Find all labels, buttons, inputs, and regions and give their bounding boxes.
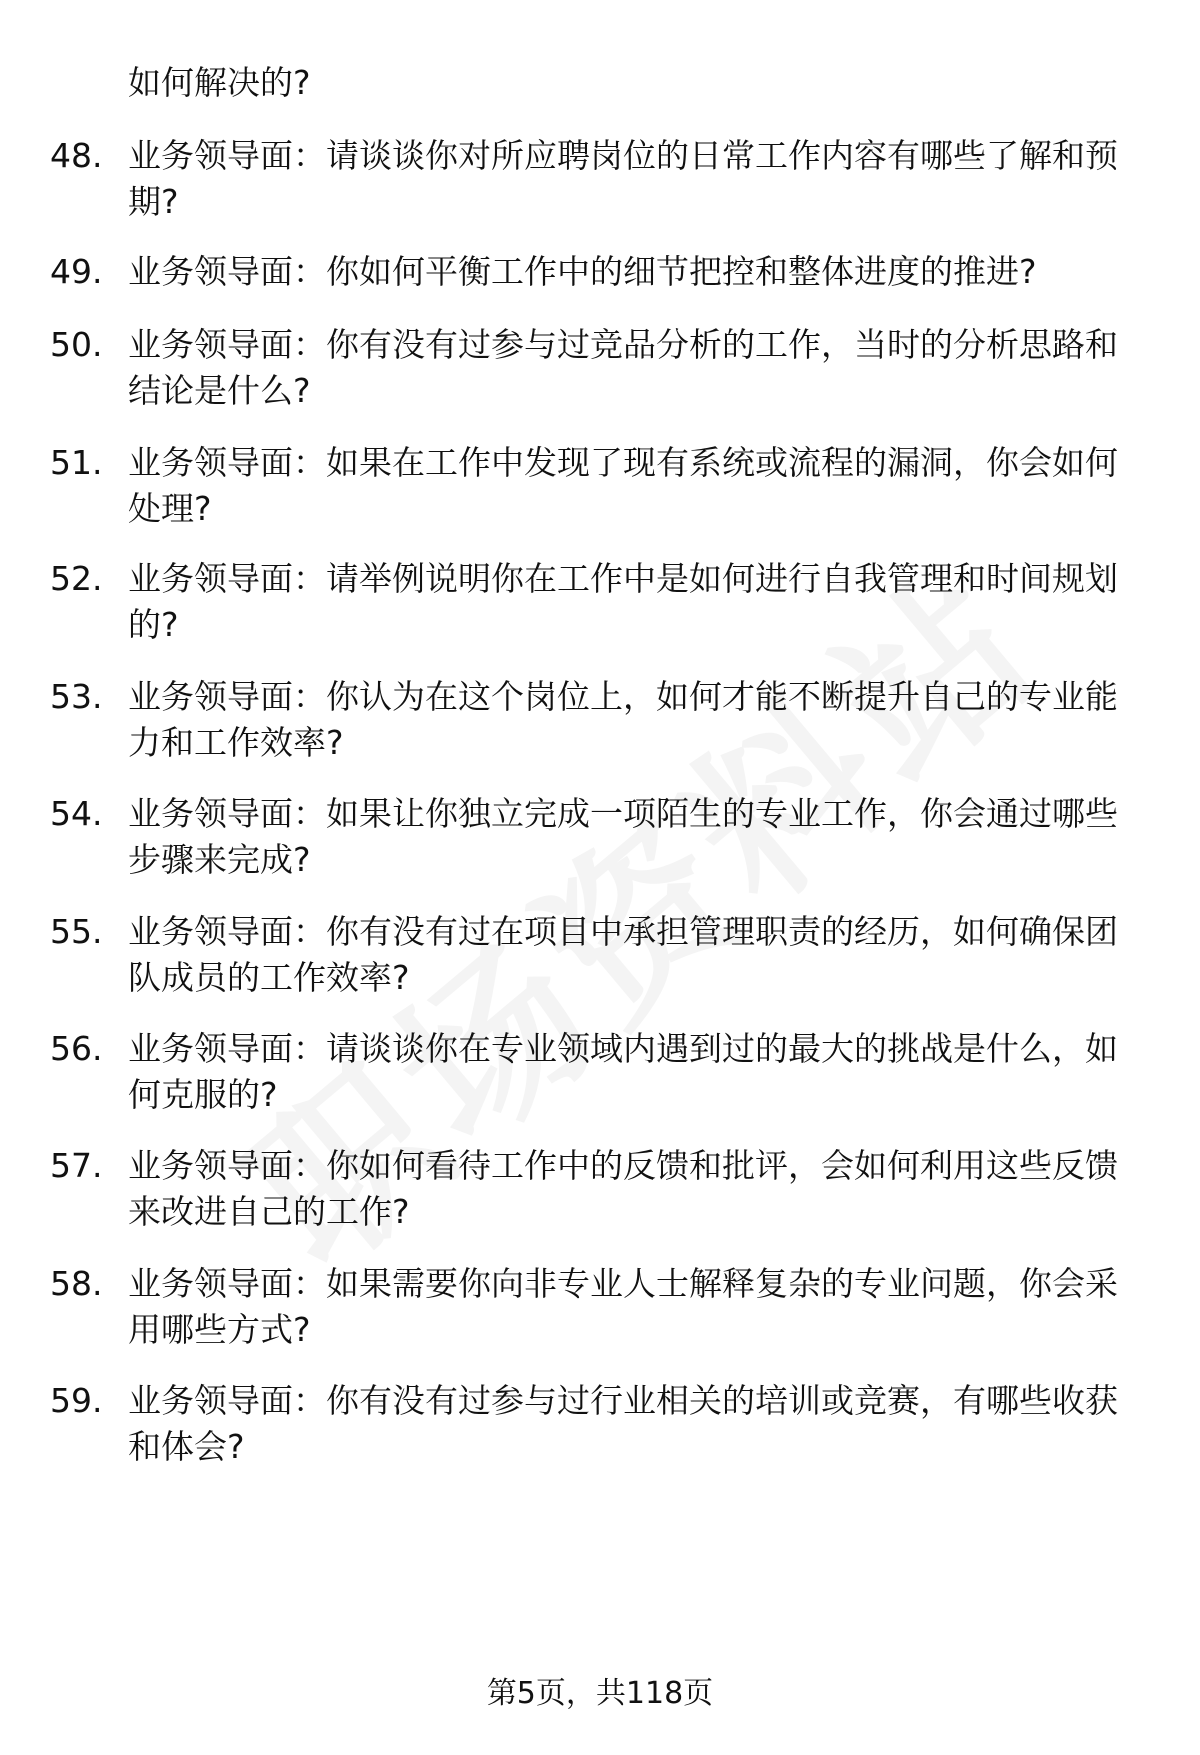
question-number: 59. [50, 1381, 103, 1420]
question-text: 业务领导面：如果让你独立完成一项陌生的专业工作，你会通过哪些步骤来完成? [128, 794, 1118, 879]
question-number: 56. [50, 1029, 103, 1068]
question-text: 业务领导面：如果在工作中发现了现有系统或流程的漏洞，你会如何处理? [128, 443, 1118, 528]
question-text: 业务领导面：你有没有过参与过行业相关的培训或竞赛，有哪些收获和体会? [128, 1381, 1118, 1466]
question-text: 业务领导面：如果需要你向非专业人士解释复杂的专业问题，你会采用哪些方式? [128, 1264, 1118, 1349]
question-number: 53. [50, 677, 103, 716]
question-number: 55. [50, 912, 103, 951]
question-text: 业务领导面：请举例说明你在工作中是如何进行自我管理和时间规划的? [128, 559, 1118, 644]
question-text: 业务领导面：请谈谈你在专业领域内遇到过的最大的挑战是什么，如何克服的? [128, 1029, 1118, 1114]
question-number: 50. [50, 325, 103, 364]
question-number: 48. [50, 136, 103, 175]
question-number: 57. [50, 1146, 103, 1185]
question-text: 业务领导面：你如何看待工作中的反馈和批评，会如何利用这些反馈来改进自己的工作? [128, 1146, 1118, 1231]
question-number: 51. [50, 443, 103, 482]
continuation-text: 如何解决的? [128, 63, 311, 102]
question-number: 49. [50, 252, 103, 291]
question-number: 58. [50, 1264, 103, 1303]
page-footer: 第5页，共118页 [486, 1676, 714, 1711]
question-text: 业务领导面：你认为在这个岗位上，如何才能不断提升自己的专业能力和工作效率? [128, 677, 1118, 762]
question-number: 54. [50, 794, 103, 833]
question-text: 业务领导面：你如何平衡工作中的细节把控和整体进度的推进? [128, 252, 1037, 291]
question-text: 业务领导面：请谈谈你对所应聘岗位的日常工作内容有哪些了解和预期? [128, 136, 1118, 221]
question-text: 业务领导面：你有没有过参与过竞品分析的工作，当时的分析思路和结论是什么? [128, 325, 1118, 410]
question-number: 52. [50, 559, 103, 598]
question-text: 业务领导面：你有没有过在项目中承担管理职责的经历，如何确保团队成员的工作效率? [128, 912, 1118, 997]
